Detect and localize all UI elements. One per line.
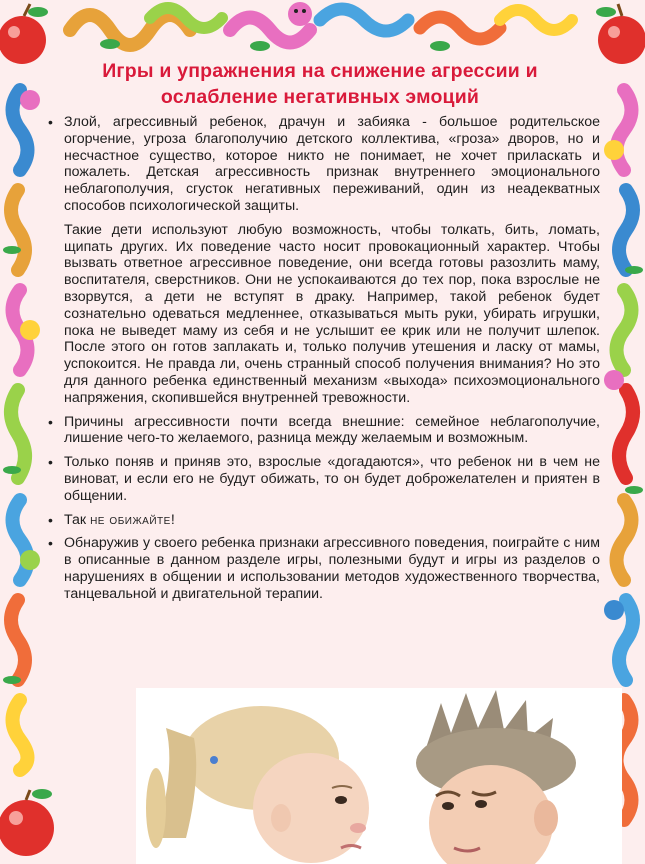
top-border-worms bbox=[60, 0, 590, 51]
list-item bbox=[40, 414, 600, 448]
paragraph-list bbox=[40, 114, 600, 603]
paragraph-text-caps: не обижайте bbox=[90, 511, 171, 528]
apple-top-left bbox=[0, 4, 48, 64]
paragraph-text: Только поняв и приняв это, взрослые «догадаются», что ребенок ни в чем не виноват, и если его не будут обижать, то он будет доброжелателен и приятен в общении. bbox=[64, 454, 600, 504]
bullet: • bbox=[48, 511, 53, 528]
paragraph-text: Обнаружив у своего ребенка признаки агрессивного поведения, поиграйте с ним в описанные в данном разделе игры, полезными будут и игры из разделов о нарушениях в общении и использовании методов художественного творчества, танцевальной и двигательной терапии. bbox=[64, 535, 600, 602]
bullet: • bbox=[48, 413, 53, 430]
paragraph-text: Причины агрессивности почти всегда внешние: семейное неблагополучие, лишение чего-то желаемого, разница между желаемым и возможным. bbox=[64, 413, 600, 447]
paragraph-text: Такие дети используют любую возможность, чтобы толкать, бить, ломать, щипать других. Их поведение часто носит провокационный характер. Чтобы вызвать ответное агрессивное поведение, они всегда готовы разозлить маму, воспитателя, сверстников. Они не успокаиваются до тех пор, пока взрослые не взорвутся, а дети не вступят в драку. Например, такой ребенок будет сознательно одеваться медленнее, отказываться мыть руки, убирать игрушки, пока не выведет маму из себя и не услышит ее крик или не получит шлепок. После этого он готов заплакать и, только получив утешения и ласку от мамы, успокоится. Не правда ли, очень странный способ получения внимания? Но это для данного ребенка единственный механизм «выхода» психоэмоционального напряжения, скопившейся внутренней тревожности. bbox=[64, 221, 600, 406]
list-item bbox=[40, 114, 600, 215]
bullet: • bbox=[48, 535, 53, 552]
bullet: • bbox=[48, 114, 53, 130]
apple-bottom-left bbox=[0, 789, 54, 856]
bullet: • bbox=[48, 454, 53, 471]
list-item bbox=[40, 535, 600, 602]
title-line-1: Игры и упражнения на снижение агрессии и bbox=[102, 60, 538, 82]
paragraph-text-suffix: ! bbox=[170, 511, 175, 528]
list-item bbox=[40, 222, 600, 407]
children-photo bbox=[136, 688, 622, 864]
paragraph-text: Злой, агрессивный ребенок, драчун и забияка - большое родительское огорчение, угроза благополучию детского коллектива, «гроза» дворов, но и несчастное существо, которое никто не понимает, не хочет приласкать и пожалеть. Детская агрессивность признак внутреннего эмоционального неблагополучия, сгусток негативных переживаний, один из неадекватных способов психологической защиты. bbox=[64, 114, 600, 214]
apple-top-right bbox=[596, 4, 645, 64]
paragraph-text-prefix: Так bbox=[64, 511, 91, 528]
title-line-2: ослабление негативных эмоций bbox=[160, 86, 480, 108]
list-item bbox=[40, 512, 600, 529]
article bbox=[40, 58, 600, 610]
left-border-worms bbox=[3, 90, 40, 770]
list-item bbox=[40, 454, 600, 504]
page-title bbox=[40, 58, 600, 110]
